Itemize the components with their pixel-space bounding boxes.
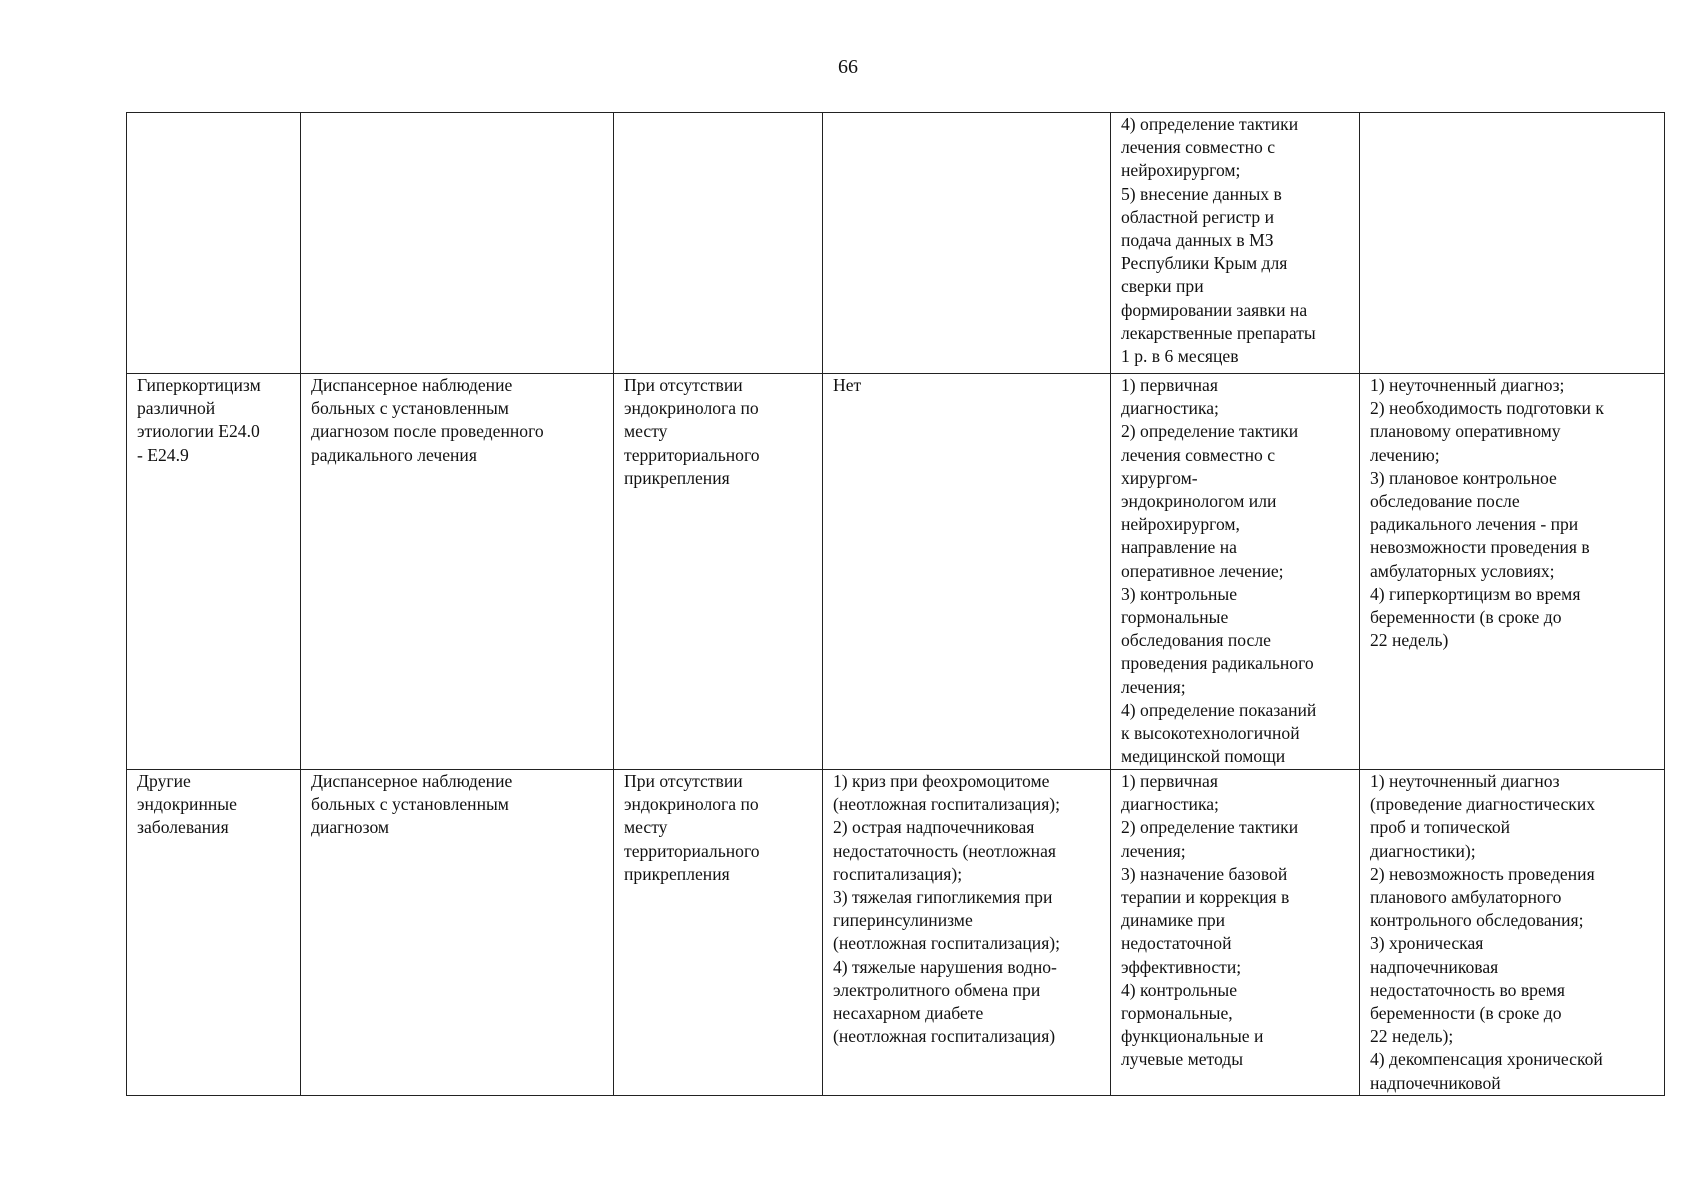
cell-text-line: недостаточность во время bbox=[1370, 979, 1565, 1000]
cell-text-line: хирургом- bbox=[1121, 467, 1198, 488]
cell-text-line: 4) гиперкортицизм во время bbox=[1370, 583, 1581, 604]
referral-table bbox=[126, 112, 1665, 1096]
cell-text-line: надпочечниковой bbox=[1370, 1072, 1501, 1093]
cell-text-line: 1) первичная bbox=[1121, 375, 1218, 395]
cell-text-line: больных с установленным bbox=[311, 794, 509, 815]
cell-text-line: 2) необходимость подготовки к bbox=[1370, 398, 1604, 419]
cell-text-line: 1) неуточненный диагноз; bbox=[1370, 375, 1565, 395]
cell-text-line: 3) плановое контрольное bbox=[1370, 467, 1557, 488]
cell-text-line: (неотложная госпитализация) bbox=[833, 1026, 1056, 1047]
cell-text-line: прикрепления bbox=[624, 863, 730, 884]
table-row bbox=[127, 374, 1665, 770]
cell-text-line: эндокринолога по bbox=[624, 794, 759, 815]
cell-text-line: нейрохирургом; bbox=[1121, 160, 1241, 181]
page-number: 66 bbox=[838, 56, 858, 78]
emergency-cell bbox=[823, 770, 1111, 1096]
cell-text-line: 3) хроническая bbox=[1370, 933, 1484, 954]
cell-text-line: плановому оперативному bbox=[1370, 421, 1561, 442]
cell-text-line: 3) назначение базовой bbox=[1121, 863, 1288, 884]
cell-text-line: месту bbox=[624, 817, 668, 838]
cell-text-line: - Е24.9 bbox=[137, 444, 189, 465]
cell-text-line: 1) криз при феохромоцитоме bbox=[833, 771, 1050, 791]
condition-cell bbox=[614, 374, 823, 770]
actions-cell bbox=[1111, 374, 1360, 770]
cell-text-line: 2) невозможность проведения bbox=[1370, 863, 1595, 884]
cell-text-line: недостаточной bbox=[1121, 933, 1232, 954]
cell-text-line: лучевые методы bbox=[1121, 1049, 1244, 1070]
cell-text-line: госпитализация); bbox=[833, 863, 963, 884]
observation-cell bbox=[301, 770, 614, 1096]
cell-text-line: заболевания bbox=[137, 817, 229, 838]
cell-text-line: диагностики); bbox=[1370, 840, 1476, 861]
cell-text-line: Республики Крым для bbox=[1121, 253, 1288, 274]
cell-text-line: электролитного обмена при bbox=[833, 979, 1041, 1000]
cell-text-line: обследования после bbox=[1121, 630, 1271, 651]
cell-text-line: территориального bbox=[624, 840, 760, 861]
cell-text-line: беременности (в сроке до bbox=[1370, 1003, 1562, 1024]
cell-text-line: эндокринологом или bbox=[1121, 491, 1277, 512]
cell-text-line: диагнозом bbox=[311, 817, 390, 838]
cell-text-line: 5) внесение данных в bbox=[1121, 183, 1282, 204]
cell-text-line: Гиперкортицизм bbox=[137, 375, 261, 395]
cell-text-line: 4) декомпенсация хронической bbox=[1370, 1049, 1603, 1070]
cell-text-line: гормональные, bbox=[1121, 1003, 1233, 1024]
emergency-cell bbox=[823, 113, 1111, 374]
cell-text-line: 22 недель); bbox=[1370, 1026, 1454, 1047]
cell-text-line: эндокринные bbox=[137, 794, 237, 815]
planned-cell bbox=[1360, 770, 1665, 1096]
cell-text-line: нейрохирургом, bbox=[1121, 514, 1240, 535]
cell-text-line: надпочечниковая bbox=[1370, 956, 1499, 977]
cell-text-line: этиологии Е24.0 bbox=[137, 421, 260, 442]
cell-text-line: Нет bbox=[833, 375, 862, 395]
cell-text-line: эндокринолога по bbox=[624, 398, 759, 419]
cell-text-line: 4) контрольные bbox=[1121, 979, 1238, 1000]
cell-text-line: амбулаторных условиях; bbox=[1370, 560, 1555, 581]
cell-text-line: оперативное лечение; bbox=[1121, 560, 1284, 581]
cell-text-line: При отсутствии bbox=[624, 375, 743, 395]
cell-text-line: проведения радикального bbox=[1121, 653, 1314, 674]
cell-text-line: (проведение диагностических bbox=[1370, 794, 1596, 815]
cell-text-line: направление на bbox=[1121, 537, 1237, 558]
table-row bbox=[127, 113, 1665, 374]
actions-cell bbox=[1111, 113, 1360, 374]
cell-text-line: 3) контрольные bbox=[1121, 583, 1238, 604]
cell-text-line: диагностика; bbox=[1121, 794, 1219, 815]
cell-text-line: недостаточность (неотложная bbox=[833, 840, 1056, 861]
cell-text-line: гиперинсулинизме bbox=[833, 910, 973, 931]
cell-text-line: функциональные и bbox=[1121, 1026, 1264, 1047]
cell-text-line: невозможности проведения в bbox=[1370, 537, 1590, 558]
cell-text-line: больных с установленным bbox=[311, 398, 509, 419]
cell-text-line: 3) тяжелая гипогликемия при bbox=[833, 887, 1053, 908]
cell-text-line: 22 недель) bbox=[1370, 630, 1449, 651]
cell-text-line: 1) неуточненный диагноз bbox=[1370, 771, 1560, 791]
cell-text-line: обследование после bbox=[1370, 491, 1520, 512]
cell-text-line: лечению; bbox=[1370, 444, 1440, 465]
cell-text-line: лечения; bbox=[1121, 676, 1186, 697]
cell-text-line: медицинской помощи bbox=[1121, 746, 1286, 767]
diagnosis-cell bbox=[127, 113, 301, 374]
cell-text-line: Диспансерное наблюдение bbox=[311, 375, 513, 395]
cell-text-line: несахарном диабете bbox=[833, 1003, 984, 1024]
cell-text-line: 4) определение тактики bbox=[1121, 114, 1299, 134]
planned-cell bbox=[1360, 113, 1665, 374]
cell-text-line: (неотложная госпитализация); bbox=[833, 794, 1061, 815]
cell-text-line: радикального лечения - при bbox=[1370, 514, 1579, 535]
cell-text-line: лечения; bbox=[1121, 840, 1186, 861]
cell-text-line: месту bbox=[624, 421, 668, 442]
cell-text-line: 4) тяжелые нарушения водно- bbox=[833, 956, 1057, 977]
actions-cell bbox=[1111, 770, 1360, 1096]
diagnosis-cell bbox=[127, 374, 301, 770]
cell-text-line: формировании заявки на bbox=[1121, 299, 1308, 320]
cell-text-line: планового амбулаторного bbox=[1370, 887, 1562, 908]
cell-text-line: Другие bbox=[137, 771, 191, 791]
cell-text-line: 2) острая надпочечниковая bbox=[833, 817, 1035, 838]
observation-cell bbox=[301, 374, 614, 770]
cell-text-line: При отсутствии bbox=[624, 771, 743, 791]
cell-text-line: лечения совместно с bbox=[1121, 444, 1276, 465]
cell-text-line: 2) определение тактики bbox=[1121, 421, 1299, 442]
cell-text-line: контрольного обследования; bbox=[1370, 910, 1584, 931]
cell-text-line: эффективности; bbox=[1121, 956, 1242, 977]
cell-text-line: (неотложная госпитализация); bbox=[833, 933, 1061, 954]
cell-text-line: лечения совместно с bbox=[1121, 137, 1276, 158]
observation-cell bbox=[301, 113, 614, 374]
condition-cell bbox=[614, 113, 823, 374]
cell-text-line: гормональные bbox=[1121, 607, 1229, 628]
cell-text-line: подача данных в МЗ bbox=[1121, 230, 1274, 251]
cell-text-line: различной bbox=[137, 398, 216, 419]
cell-text-line: диагнозом после проведенного bbox=[311, 421, 544, 442]
cell-text-line: беременности (в сроке до bbox=[1370, 607, 1562, 628]
cell-text-line: радикального лечения bbox=[311, 444, 477, 465]
cell-text-line: диагностика; bbox=[1121, 398, 1219, 419]
cell-text-line: динамике при bbox=[1121, 910, 1226, 931]
table-row bbox=[127, 770, 1665, 1096]
cell-text-line: 2) определение тактики bbox=[1121, 817, 1299, 838]
cell-text-line: сверки при bbox=[1121, 276, 1204, 297]
cell-text-line: прикрепления bbox=[624, 467, 730, 488]
condition-cell bbox=[614, 770, 823, 1096]
cell-text-line: территориального bbox=[624, 444, 760, 465]
cell-text-line: проб и топической bbox=[1370, 817, 1511, 838]
cell-text-line: областной регистр и bbox=[1121, 206, 1274, 227]
cell-text-line: 4) определение показаний bbox=[1121, 699, 1317, 720]
cell-text-line: терапии и коррекция в bbox=[1121, 887, 1290, 908]
cell-text-line: Диспансерное наблюдение bbox=[311, 771, 513, 791]
planned-cell bbox=[1360, 374, 1665, 770]
cell-text-line: лекарственные препараты bbox=[1121, 322, 1316, 343]
diagnosis-cell bbox=[127, 770, 301, 1096]
emergency-cell bbox=[823, 374, 1111, 770]
cell-text-line: 1 р. в 6 месяцев bbox=[1121, 346, 1239, 367]
cell-text-line: 1) первичная bbox=[1121, 771, 1218, 791]
cell-text-line: к высокотехнологичной bbox=[1121, 723, 1300, 744]
